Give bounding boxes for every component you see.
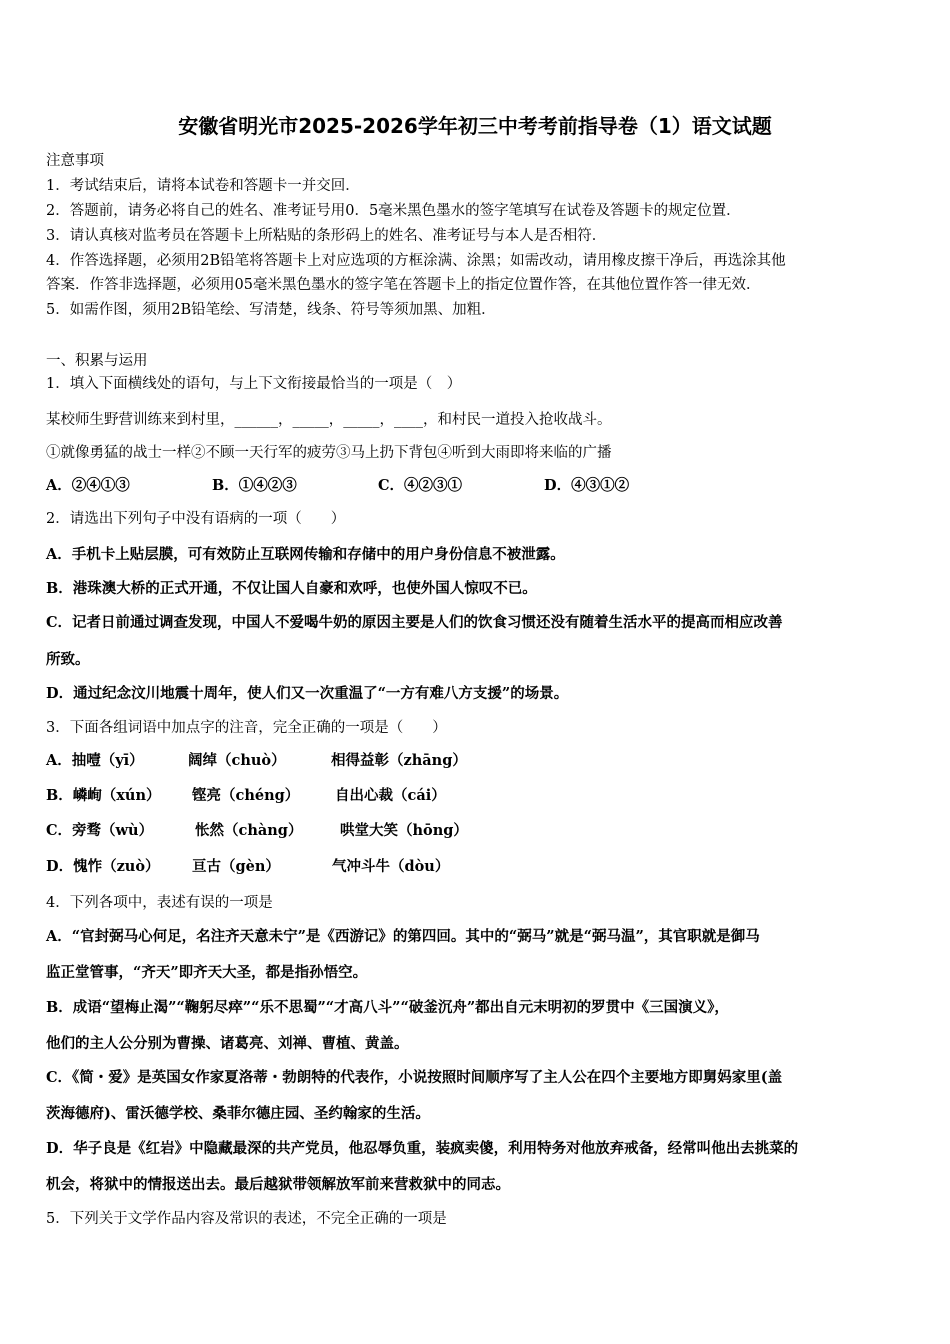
option-word: C．旁骛（wù） [46,822,154,839]
option-c[interactable]: C．④②③① [378,477,463,494]
notice-item: 2．答题前，请务必将自己的姓名、准考证号用0．5毫米黑色墨水的签字笔填写在试卷及答题卡的规定位置． [46,203,741,219]
question-stem: 4．下列各项中，表述有误的一项是 [46,895,273,911]
question-items: ①就像勇猛的战士一样②不顾一天行军的疲劳③马上扔下背包④听到大雨即将来临的广播 [46,445,612,461]
option-word: 怅然（chàng） [195,822,303,839]
page-title: 安徽省明光市2025-2026学年初三中考考前指导卷（1）语文试题 [178,114,772,138]
option-b-continued: 他们的主人公分别为曹操、诸葛亮、刘禅、曹植、黄盖。 [46,1035,409,1052]
option-d-continued: 机会，将狱中的情报送出去。最后越狱带领解放军前来营救狱中的同志。 [46,1176,510,1193]
option-d[interactable]: D．通过纪念汶川地震十周年，使人们又一次重温了“一方有难八方支援”的场景。 [46,685,569,702]
question-stem: 5．下列关于文学作品内容及常识的表述，不完全正确的一项是 [46,1211,447,1227]
option-a[interactable]: A．②④①③ [46,477,130,494]
notice-item: 5．如需作图，须用2B铅笔绘、写清楚，线条、符号等须加黑、加粗． [46,302,496,318]
option-word: B．嶙峋（xún） [46,787,161,804]
question-context: 某校师生野营训练来到村里，______，_____，_____，____，和村民一道投入抢收战斗。 [46,412,612,428]
option-c[interactable] [46,816,468,846]
option-word: 哄堂大笑（hōng） [340,822,468,839]
option-a-continued: 监正堂管事，“齐天”即齐天大圣，都是指孙悟空。 [46,964,368,981]
option-b[interactable] [46,781,446,811]
option-word: 铿亮（chéng） [192,787,300,804]
notice-item: 1．考试结束后，请将本试卷和答题卡一并交回． [46,178,360,194]
question-stem: 1．填入下面横线处的语句，与上下文衔接最恰当的一项是（ ） [46,376,462,392]
option-word: D．愧怍（zuò） [46,858,160,875]
question-stem: 2．请选出下列句子中没有语病的一项（ ） [46,511,346,527]
option-a[interactable] [46,746,467,776]
notice-heading: 注意事项 [46,153,104,169]
option-word: 阔绰（chuò） [188,752,286,769]
option-d[interactable] [46,852,449,882]
question-stem: 3．下面各组词语中加点字的注音，完全正确的一项是（ ） [46,720,447,736]
notice-item: 3．请认真核对监考员在答题卡上所粘贴的条形码上的姓名、准考证号与本人是否相符． [46,228,607,244]
option-a[interactable]: A．手机卡上贴层膜，可有效防止互联网传输和存储中的用户身份信息不被泄露。 [46,546,565,563]
option-word: 相得益彰（zhāng） [331,752,467,769]
option-c-continued: 所致。 [46,651,90,668]
option-b[interactable]: B．港珠澳大桥的正式开通，不仅让国人自豪和欢呼，也使外国人惊叹不已。 [46,580,537,597]
option-word: 自出心裁（cái） [335,787,446,804]
option-d[interactable]: D．华子良是《红岩》中隐藏最深的共产党员，他忍辱负重，装疯卖傻，利用特务对他放弃戒备，经常叫他出去挑菜的 [46,1140,799,1157]
option-a[interactable]: A．“官封弼马心何足，名注齐天意未宁”是《西游记》的第四回。其中的“弼马”就是“弼马温”，其官职就是御马 [46,928,760,945]
notice-item: 答案．作答非选择题，必须用05毫米黑色墨水的签字笔在答题卡上的指定位置作答，在其他位置作答一律无效． [46,277,761,293]
section-heading: 一、积累与运用 [46,353,148,369]
option-c[interactable]: C．《简・爱》是英国女作家夏洛蒂・勃朗特的代表作，小说按照时间顺序写了主人公在四个主要地方即舅妈家里(盖 [46,1069,783,1086]
option-word: A．抽噎（yī） [46,752,144,769]
option-b[interactable]: B．成语“望梅止渴”“鞠躬尽瘁”“乐不思蜀”“才高八斗”“破釜沉舟”都出自元末明初的罗贯中《三国演义》， [46,999,729,1016]
notice-item: 4．作答选择题，必须用2B铅笔将答题卡上对应选项的方框涂满、涂黑；如需改动，请用橡皮擦干净后，再选涂其他 [46,253,786,269]
option-word: 气冲斗牛（dòu） [332,858,450,875]
option-b[interactable]: B．①④②③ [212,477,297,494]
option-c-continued: 茨海德府)、雷沃德学校、桑菲尔德庄园、圣约翰家的生活。 [46,1105,430,1122]
option-c[interactable]: C．记者日前通过调查发现，中国人不爱喝牛奶的原因主要是人们的饮食习惯还没有随着生活水平的提高而相应改善 [46,614,783,631]
option-word: 亘古（gèn） [192,858,280,875]
option-d[interactable]: D．④③①② [544,477,630,494]
options-row [46,471,629,501]
